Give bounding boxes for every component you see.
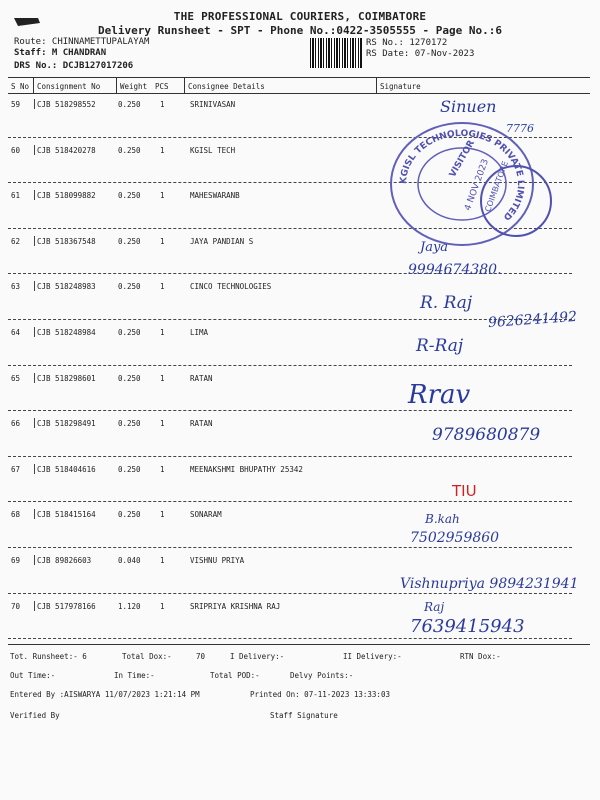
- row-weight: 0.250: [118, 191, 141, 201]
- row-weight: 0.040: [118, 556, 141, 565]
- row-weight: 0.250: [118, 373, 141, 383]
- staff-signature: Staff Signature: [270, 711, 338, 720]
- row-consignment-no: CJB 518298552: [37, 100, 96, 109]
- row-pcs: 1: [160, 601, 165, 611]
- row-tick: [34, 236, 35, 246]
- route-label: Route: CHINNAMETTUPALAYAM: [14, 37, 150, 47]
- row-pcs: 1: [160, 556, 165, 565]
- row-sno: 61: [11, 191, 21, 201]
- row-pcs: 1: [160, 464, 165, 474]
- row-sno: 68: [11, 510, 21, 520]
- in-time: In Time:-: [114, 671, 155, 680]
- row-divider: [8, 638, 572, 639]
- row-sno: 65: [11, 373, 21, 383]
- signature-70-phone: 7639415943: [410, 616, 525, 637]
- row-tick: [34, 190, 35, 200]
- row-weight: 0.250: [118, 236, 141, 246]
- row-tick: [34, 145, 35, 155]
- row-consignee: RATAN: [190, 373, 213, 383]
- row-weight: 0.250: [118, 100, 141, 109]
- stamp-seal: [480, 165, 552, 237]
- signature-64: R-Raj: [416, 336, 464, 356]
- row-tick: [34, 373, 35, 383]
- row-consignment-no: CJB 518420278: [37, 145, 96, 155]
- row-consignee: JAYA PANDIAN S: [190, 236, 254, 246]
- table-top-rule: [8, 77, 590, 78]
- signature-62-phone: 9994674380.: [408, 262, 502, 278]
- row-consignment-no: CJB 517978166: [37, 601, 96, 611]
- row-divider: [8, 365, 572, 366]
- row-consignee: KGISL TECH: [190, 145, 236, 155]
- row-weight: 0.250: [118, 419, 141, 429]
- row-pcs: 1: [160, 145, 165, 155]
- row-weight: 0.250: [118, 510, 141, 520]
- row-consignee: SRIPRIYA KRISHNA RAJ: [190, 601, 281, 611]
- col-weight: Weight: [120, 82, 148, 91]
- table-header-rule: [8, 93, 590, 94]
- staff-label: Staff: M CHANDRAN: [14, 48, 107, 58]
- row-consignee: RATAN: [190, 419, 213, 429]
- signature-63-phone: 9626241492: [487, 308, 578, 332]
- row-pcs: 1: [160, 419, 165, 429]
- row-consignee: MEENAKSHMI BHUPATHY 25342: [190, 464, 303, 474]
- total-dox-value: 70: [196, 652, 206, 661]
- row-sno: 59: [11, 100, 21, 109]
- row-sno: 67: [11, 464, 21, 474]
- row-tick: [34, 555, 35, 565]
- signature-67-mark: TIU: [452, 482, 477, 500]
- row-divider: [8, 501, 572, 502]
- company-title: THE PROFESSIONAL COURIERS, COIMBATORE: [173, 10, 427, 23]
- printed-on: Printed On: 07-11-2023 13:33:03: [250, 690, 390, 699]
- col-consignee: Consignee Details: [188, 82, 265, 91]
- row-pcs: 1: [160, 282, 165, 292]
- row-consignee: SRINIVASAN: [190, 100, 236, 109]
- row-weight: 0.250: [118, 464, 141, 474]
- row-consignment-no: CJB 518367548: [37, 236, 96, 246]
- rtn-dox: RTN Dox:-: [460, 652, 501, 661]
- stamp-date: 4 NOV 2023: [463, 157, 492, 213]
- row-consignment-no: CJB 518415164: [37, 510, 96, 520]
- tot-runsheet: Tot. Runsheet:- 6: [10, 652, 87, 661]
- drs-number: DRS No.: DCJB127017206: [14, 61, 134, 71]
- row-sno: 60: [11, 145, 21, 155]
- row-consignment-no: CJB 89826603: [37, 556, 92, 565]
- signature-65: Rrav: [408, 380, 471, 410]
- stamp-visitor: VISITOR: [447, 138, 477, 180]
- row-sno: 63: [11, 282, 21, 292]
- row-sno: 66: [11, 419, 21, 429]
- signature-70-name: Raj: [424, 600, 445, 614]
- row-weight: 0.250: [118, 282, 141, 292]
- row-tick: [34, 327, 35, 337]
- delvy-points: Delvy Points:-: [290, 671, 354, 680]
- barcode: [310, 38, 362, 68]
- rs-date: RS Date: 07-Nov-2023: [366, 49, 475, 59]
- row-consignment-no: CJB 518298491: [37, 419, 96, 429]
- row-tick: [34, 464, 35, 474]
- row-consignee: MAHESWARANB: [190, 191, 240, 201]
- stamp-outer-text: KGISL TECHNOLOGIES PRIVATE LIMITED: [398, 128, 526, 222]
- signature-69: Vishnupriya 9894231941: [400, 576, 579, 592]
- col-divider: [376, 78, 377, 93]
- signature-63-name: R. Raj: [420, 293, 473, 313]
- col-signature: Signature: [380, 82, 421, 91]
- col-divider: [184, 78, 185, 93]
- row-weight: 0.250: [118, 145, 141, 155]
- total-dox-label: Total Dox:-: [122, 652, 172, 661]
- row-divider: [8, 547, 572, 548]
- row-consignee: VISHNU PRIYA: [190, 556, 245, 565]
- col-pcs: PCS: [155, 82, 169, 91]
- row-sno: 62: [11, 236, 21, 246]
- row-consignment-no: CJB 518248983: [37, 282, 96, 292]
- signature-66-phone: 9789680879: [432, 425, 541, 445]
- col-divider: [33, 78, 34, 93]
- signature-68-phone: 7502959860: [410, 530, 500, 546]
- row-tick: [34, 99, 35, 109]
- row-divider: [8, 410, 572, 411]
- verified-by: Verified By: [10, 711, 60, 720]
- col-consignment: Consignment No: [37, 82, 101, 91]
- i-delivery: I Delivery:-: [230, 652, 285, 661]
- row-tick: [34, 281, 35, 291]
- row-pcs: 1: [160, 373, 165, 383]
- row-sno: 70: [11, 601, 21, 611]
- row-consignee: LIMA: [190, 328, 209, 337]
- row-consignee: SONARAM: [190, 510, 222, 520]
- row-weight: 0.250: [118, 328, 141, 337]
- row-pcs: 1: [160, 100, 165, 109]
- row-consignment-no: CJB 518248984: [37, 328, 96, 337]
- out-time: Out Time:-: [10, 671, 56, 680]
- row-divider: [8, 456, 572, 457]
- row-consignment-no: CJB 518099882: [37, 191, 96, 201]
- ii-delivery: II Delivery:-: [343, 652, 402, 661]
- row-tick: [34, 509, 35, 519]
- row-pcs: 1: [160, 236, 165, 246]
- row-sno: 69: [11, 556, 21, 565]
- signature-62-name: Jaya: [420, 240, 449, 255]
- footer-rule: [8, 644, 590, 645]
- row-pcs: 1: [160, 510, 165, 520]
- row-consignment-no: CJB 518404616: [37, 464, 96, 474]
- row-divider: [8, 593, 572, 594]
- row-consignment-no: CJB 518298601: [37, 373, 96, 383]
- row-pcs: 1: [160, 191, 165, 201]
- row-tick: [34, 601, 35, 611]
- entered-by: Entered By :AISWARYA 11/07/2023 1:21:14 PM: [10, 690, 200, 699]
- signature-68-name: B.kah: [425, 512, 460, 526]
- row-pcs: 1: [160, 328, 165, 337]
- row-sno: 64: [11, 328, 21, 337]
- rs-number: RS No.: 1270172: [366, 38, 448, 48]
- total-pod: Total POD:-: [210, 671, 260, 680]
- stamp-city: COIMBATORE: [483, 159, 510, 214]
- signature-59-number: 7776: [506, 122, 534, 135]
- signature-59: Sinuen: [440, 97, 497, 116]
- runsheet-subtitle: Delivery Runsheet - SPT - Phone No.:0422-3505555 - Page No.:6: [98, 24, 502, 37]
- col-sno: S No: [11, 82, 30, 91]
- row-consignee: CINCO TECHNOLOGIES: [190, 282, 272, 292]
- col-divider: [116, 78, 117, 93]
- row-tick: [34, 418, 35, 428]
- row-weight: 1.120: [118, 601, 141, 611]
